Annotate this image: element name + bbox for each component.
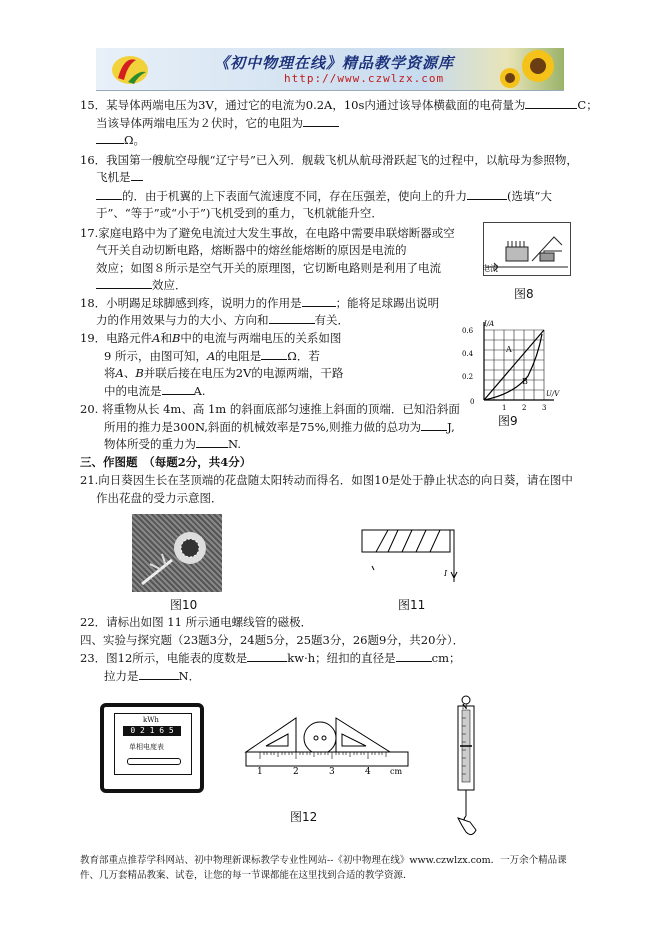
electric-meter: [100, 703, 204, 793]
q19-text-a: 19．电路元件: [80, 331, 153, 345]
figure-8-caption: 图8: [514, 287, 534, 301]
q16-blank3: [467, 189, 507, 200]
q15-text-a: 15．某导体两端电压为3V，通过它的电流为0.2A，10s内通过该导体横截面的电荷量为: [80, 98, 526, 112]
meter-name: 单相电度表: [129, 743, 164, 751]
q15-blank2: [303, 116, 339, 127]
q16-text-b: 飞机是: [96, 170, 131, 184]
q16-line3: [96, 189, 552, 203]
q16-line2: [96, 170, 143, 184]
section-4-heading: 四、实验与探究题（23题3分，24题5分，25题3分，26题9分，共20分）．: [80, 633, 465, 647]
q23-text-a2: kw·h；纽扣的直径是: [287, 651, 396, 665]
q17-line1: [80, 226, 455, 240]
figure-11-solenoid: [358, 524, 458, 584]
q16-text-a: 16．我国第一艘航空母舰“辽宁号”已入列．舰载飞机从航母滑跃起飞的过程中，以航母为参照物，: [80, 153, 578, 167]
q20-line1: [80, 402, 460, 416]
q19-text-c3: 并联后接在电压为2V的电源两端，干路: [143, 366, 344, 380]
y-tick-0-4: 0.4: [462, 350, 474, 358]
q23-text-b-end: N．: [178, 669, 201, 683]
fig8-current-label: 电流: [482, 264, 498, 273]
x-tick-1: 1: [502, 404, 507, 412]
x-tick-2: 2: [522, 404, 527, 412]
y-axis-label: I/A: [484, 320, 495, 328]
ruler-tick-4: 4: [365, 767, 371, 777]
y-tick-0-6: 0.6: [462, 327, 474, 335]
x-axis-label: U/V: [546, 390, 560, 398]
sunflower-icon: [496, 48, 564, 90]
q15-text-b: 当该导体两端电压为２伏时，它的电阻为: [96, 116, 303, 130]
section-3-heading: 三、作图题 （每题2分，共4分）: [80, 455, 252, 469]
q19-text-a3: 中的电流与两端电压的关系如图: [180, 331, 342, 345]
footer-line-1: 教育部重点推荐学科网站、初中物理新课标教学专业性网站--《初中物理在线》www.czwlzx.com．一万余个精品课: [80, 855, 567, 866]
figure-12-caption: 图12: [290, 810, 318, 824]
ruler-figure: [240, 712, 420, 778]
ruler-unit: cm: [390, 767, 403, 776]
label-a: A: [506, 345, 512, 354]
label-b: B: [522, 377, 528, 386]
q16-text-c-end: (选填“大: [507, 189, 552, 203]
q18-text-a: 18．小明踢足球脚感到疼，说明力的作用是: [80, 296, 302, 310]
q17-blank1: [96, 278, 152, 289]
q19-line4: [104, 384, 205, 398]
q20-text-c: 物体所受的重力为: [104, 437, 196, 451]
q16-line4: [96, 206, 383, 220]
meter-disk: [127, 758, 181, 765]
q19-text-b2: 的电阻是: [215, 349, 262, 363]
q19-var-a: A: [152, 331, 161, 345]
q23-text-a: 23．图12所示，电能表的度数是: [80, 651, 248, 665]
q20-line3: [104, 437, 241, 451]
q21-text-a: 21.向日葵因生长在茎顶端的花盘随太阳转动而得名．如图10是处于静止状态的向日葵，请在图中: [80, 473, 573, 487]
q19-blank1: [261, 349, 287, 360]
q19-text-d-end: A.: [193, 384, 206, 398]
q19-line1: [80, 331, 341, 345]
figure-10-caption: 图10: [170, 598, 198, 612]
scale-unit: N: [462, 704, 468, 711]
y-tick-0-2: 0.2: [462, 373, 474, 381]
q15-text-a-end: C；: [577, 98, 598, 112]
q21-line1: [80, 473, 573, 487]
figure-10-photo: [132, 514, 222, 592]
q21-text-b: 作出花盘的受力示意图．: [96, 491, 223, 505]
q18-line2: [96, 313, 349, 327]
logo-icon: [110, 52, 154, 86]
header-banner: [96, 48, 564, 91]
q19-var-b: B: [171, 331, 181, 345]
q19-text-c2: 、: [123, 366, 136, 380]
q15-line3: [96, 133, 145, 147]
ruler-tick-1: 1: [257, 767, 263, 777]
q20-blank1: [421, 420, 447, 431]
q15-blank3: [96, 133, 124, 144]
q22-line: 22．请标出如图 11 所示通电螺线管的磁极．: [80, 615, 313, 629]
q16-blank2: [96, 189, 122, 200]
q17-line4: [96, 278, 187, 292]
q18-line1: [80, 296, 439, 310]
ruler-tick-3: 3: [329, 767, 335, 777]
q19-var-a-3: A: [115, 366, 124, 380]
q23-blank2: [396, 651, 432, 662]
q19-blank2: [162, 384, 194, 395]
q15-blank1: [525, 98, 577, 109]
ruler-tick-2: 2: [293, 767, 299, 777]
q19-text-b: 9 所示，由图可知，: [104, 349, 207, 363]
sunflower-photo-drawing: [132, 514, 222, 592]
q20-text-c-end: N.: [228, 437, 241, 451]
figure-9-graph: [456, 316, 560, 412]
spring-scale: [446, 694, 486, 844]
q19-text-c: 将: [104, 366, 116, 380]
q16-blank1: [131, 170, 143, 181]
q23-text-b: 拉力是: [104, 669, 139, 683]
q19-text-d: 中的电流是: [104, 384, 162, 398]
current-label: I: [444, 569, 448, 578]
q20-text-a: 20. 将重物从长 4m、高 1m 的斜面底部匀速推上斜面的顶端．已知沿斜面: [80, 402, 460, 416]
figure-8-circuit: [483, 222, 571, 276]
q21-line2: [96, 491, 223, 505]
q16-text-d: 于”、“等于”或“小于”)飞机受到的重力，飞机就能升空．: [96, 206, 383, 220]
q18-text-b-end: 有关．: [314, 313, 349, 327]
q17-text-c: 效应；如图８所示是空气开关的原理图，它切断电路则是利用了电流: [96, 261, 441, 275]
q15-line1: [80, 98, 598, 112]
q18-blank1: [302, 296, 336, 307]
q15-line2: [96, 116, 339, 130]
figure-11-caption: 图11: [398, 598, 426, 612]
q17-text-b: 气开关自动切断电路，熔断器中的熔丝能熔断的原因是电流的: [96, 243, 407, 257]
q19-text-a2: 和: [160, 331, 172, 345]
q17-line2: [96, 243, 407, 257]
meter-unit: kWh: [143, 716, 159, 724]
q20-text-b-end: J,: [447, 420, 455, 434]
meter-digits: 0 2 1 6 5: [123, 726, 181, 736]
q20-line2: [104, 420, 455, 434]
x-tick-3: 3: [542, 404, 547, 412]
header-url: http://www.czwlzx.com: [284, 72, 445, 85]
q19-line3: [104, 366, 343, 380]
q20-text-b: 所用的推力是300N,斜面的机械效率是75%,则推力做的总功为: [104, 420, 422, 434]
q19-text-b3: Ω．若: [287, 349, 320, 363]
q19-var-b-2: B: [135, 366, 144, 380]
q20-blank2: [196, 437, 228, 448]
q15-text-c: Ω。: [124, 133, 146, 147]
header-title: 《初中物理在线》精品教学资源库: [214, 54, 455, 72]
q19-line2: [104, 349, 320, 363]
q16-text-c: 的．由于机翼的上下表面气流速度不同，存在压强差，使向上的升力: [122, 189, 467, 203]
footer-line-2: 件、几万套精品教案、试卷，让您的每一节课都能在这里找到合适的教学资源．: [80, 870, 413, 881]
meter-face: [114, 713, 192, 775]
y-tick-0: 0: [470, 398, 475, 406]
q19-var-a-2: A: [206, 349, 216, 363]
q23-blank1: [247, 651, 287, 662]
q23-line2: [104, 669, 200, 683]
q23-blank3: [139, 669, 179, 680]
q17-text-d-end: 效应．: [152, 278, 187, 292]
q18-text-a-end: ；能将足球踢出说明: [335, 296, 440, 310]
q17-text-a: 17.家庭电路中为了避免电流过大发生事故，在电路中需要串联熔断器或空: [80, 226, 455, 240]
q23-line1: [80, 651, 461, 665]
q17-line3: [96, 261, 441, 275]
figure-9-caption: 图9: [498, 414, 518, 428]
q23-text-a3: cm；: [431, 651, 461, 665]
q18-blank2: [269, 313, 315, 324]
q16-line1: [80, 153, 578, 167]
q18-text-b: 力的作用效果与力的大小、方向和: [96, 313, 269, 327]
